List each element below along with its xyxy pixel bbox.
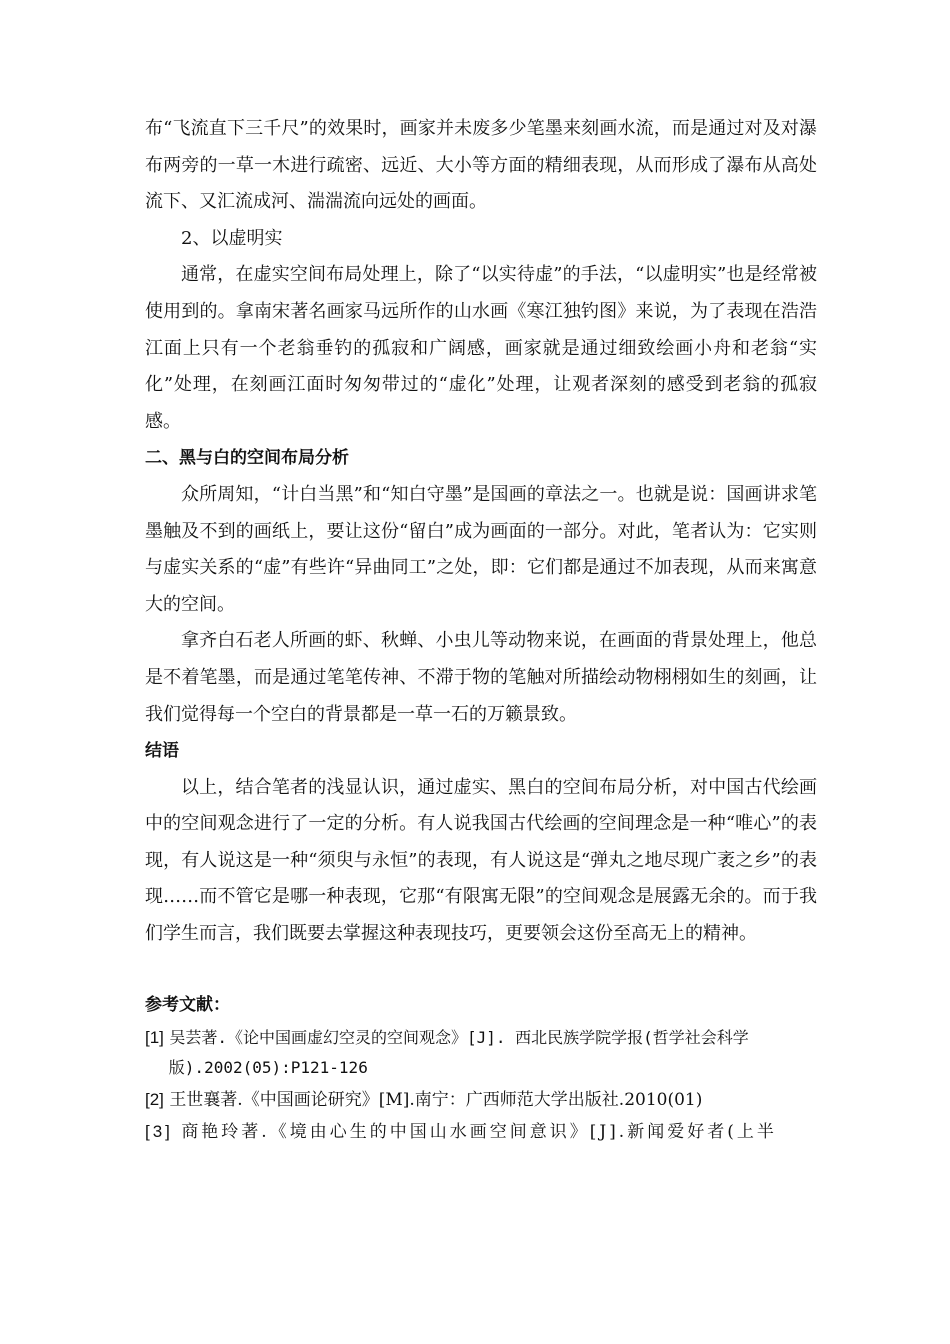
section-heading-black-white: 二、黑与白的空间布局分析 <box>145 448 349 469</box>
reference-text: 吴芸著.《论中国画虚幻空灵的空间观念》[J]. 西北民族学院学报(哲学社会科学版).2002(05):P121-126 <box>168 1028 749 1078</box>
reference-text: 商艳玲著.《境由心生的中国山水画空间意识》[J].新闻爱好者(上半 <box>181 1122 777 1143</box>
reference-text: 王世襄著.《中国画论研究》[M].南宁：广西师范大学出版社.2010(01) <box>169 1090 703 1111</box>
paragraph-waterfall: 布“飞流直下三千尺”的效果时，画家并未废多少笔墨来刻画水流，而是通过对及对瀑布两旁的一草一木进行疏密、远近、大小等方面的精细表现，从而形成了瀑布从高处流下、又汇流成河、湍湍流向远处的画面。 <box>145 118 817 213</box>
paragraph-conclusion: 以上，结合笔者的浅显认识，通过虚实、黑白的空间布局分析，对中国古代绘画中的空间观念进行了一定的分析。有人说我国古代绘画的空间理念是一种“唯心”的表现，有人说这是一种“须臾与永恒”的表现，有人说这是“弹丸之地尽现广袤之乡”的表现……而不管它是哪一种表现，它那“有限寓无限”的空间观念是展露无余的。而于我们学生而言，我们既要去掌握这种表现技巧，更要领会这份至高无上的精神。 <box>145 776 817 945</box>
references-title: 参考文献： <box>145 994 230 1015</box>
document-body <box>145 111 817 1149</box>
reference-item <box>145 1023 817 1083</box>
paragraph-xu-ming-shi: 通常，在虚实空间布局处理上，除了“以实待虚”的手法，“以虚明实”也是经常被使用到的。拿南宋著名画家马远所作的山水画《寒江独钓图》来说，为了表现在浩浩江面上只有一个老翁垂钓的孤寂和广阔感，画家就是通过细致绘画小舟和老翁“实化”处理，在刻画江面时匆匆带过的“虚化”处理，让观者深刻的感受到老翁的孤寂感。 <box>145 264 817 432</box>
reference-item <box>145 1117 817 1147</box>
section-heading-conclusion: 结语 <box>145 741 179 762</box>
paragraph-qi-baishi: 拿齐白石老人所画的虾、秋蝉、小虫儿等动物来说，在画面的背景处理上，他总是不着笔墨，而是通过笔笔传神、不滞于物的笔触对所描绘动物栩栩如生的刻画，让我们觉得每一个空白的背景都是一草一石的万籁景致。 <box>145 630 817 725</box>
references-list <box>145 1023 817 1147</box>
subheading-xu-ming-shi: 2、以虚明实 <box>181 227 283 249</box>
reference-number: [3] <box>145 1122 173 1142</box>
reference-item <box>145 1085 817 1115</box>
reference-number: [2] <box>145 1090 164 1110</box>
paragraph-ji-bai-dang-hei: 众所周知，“计白当黑”和“知白守墨”是国画的章法之一。也就是说：国画讲求笔墨触及不到的画纸上，要让这份“留白”成为画面的一部分。对此，笔者认为：它实则与虚实关系的“虚”有些许“异曲同工”之处，即：它们都是通过不加表现，从而来寓意大的空间。 <box>145 483 817 615</box>
reference-number: [1] <box>145 1028 164 1048</box>
